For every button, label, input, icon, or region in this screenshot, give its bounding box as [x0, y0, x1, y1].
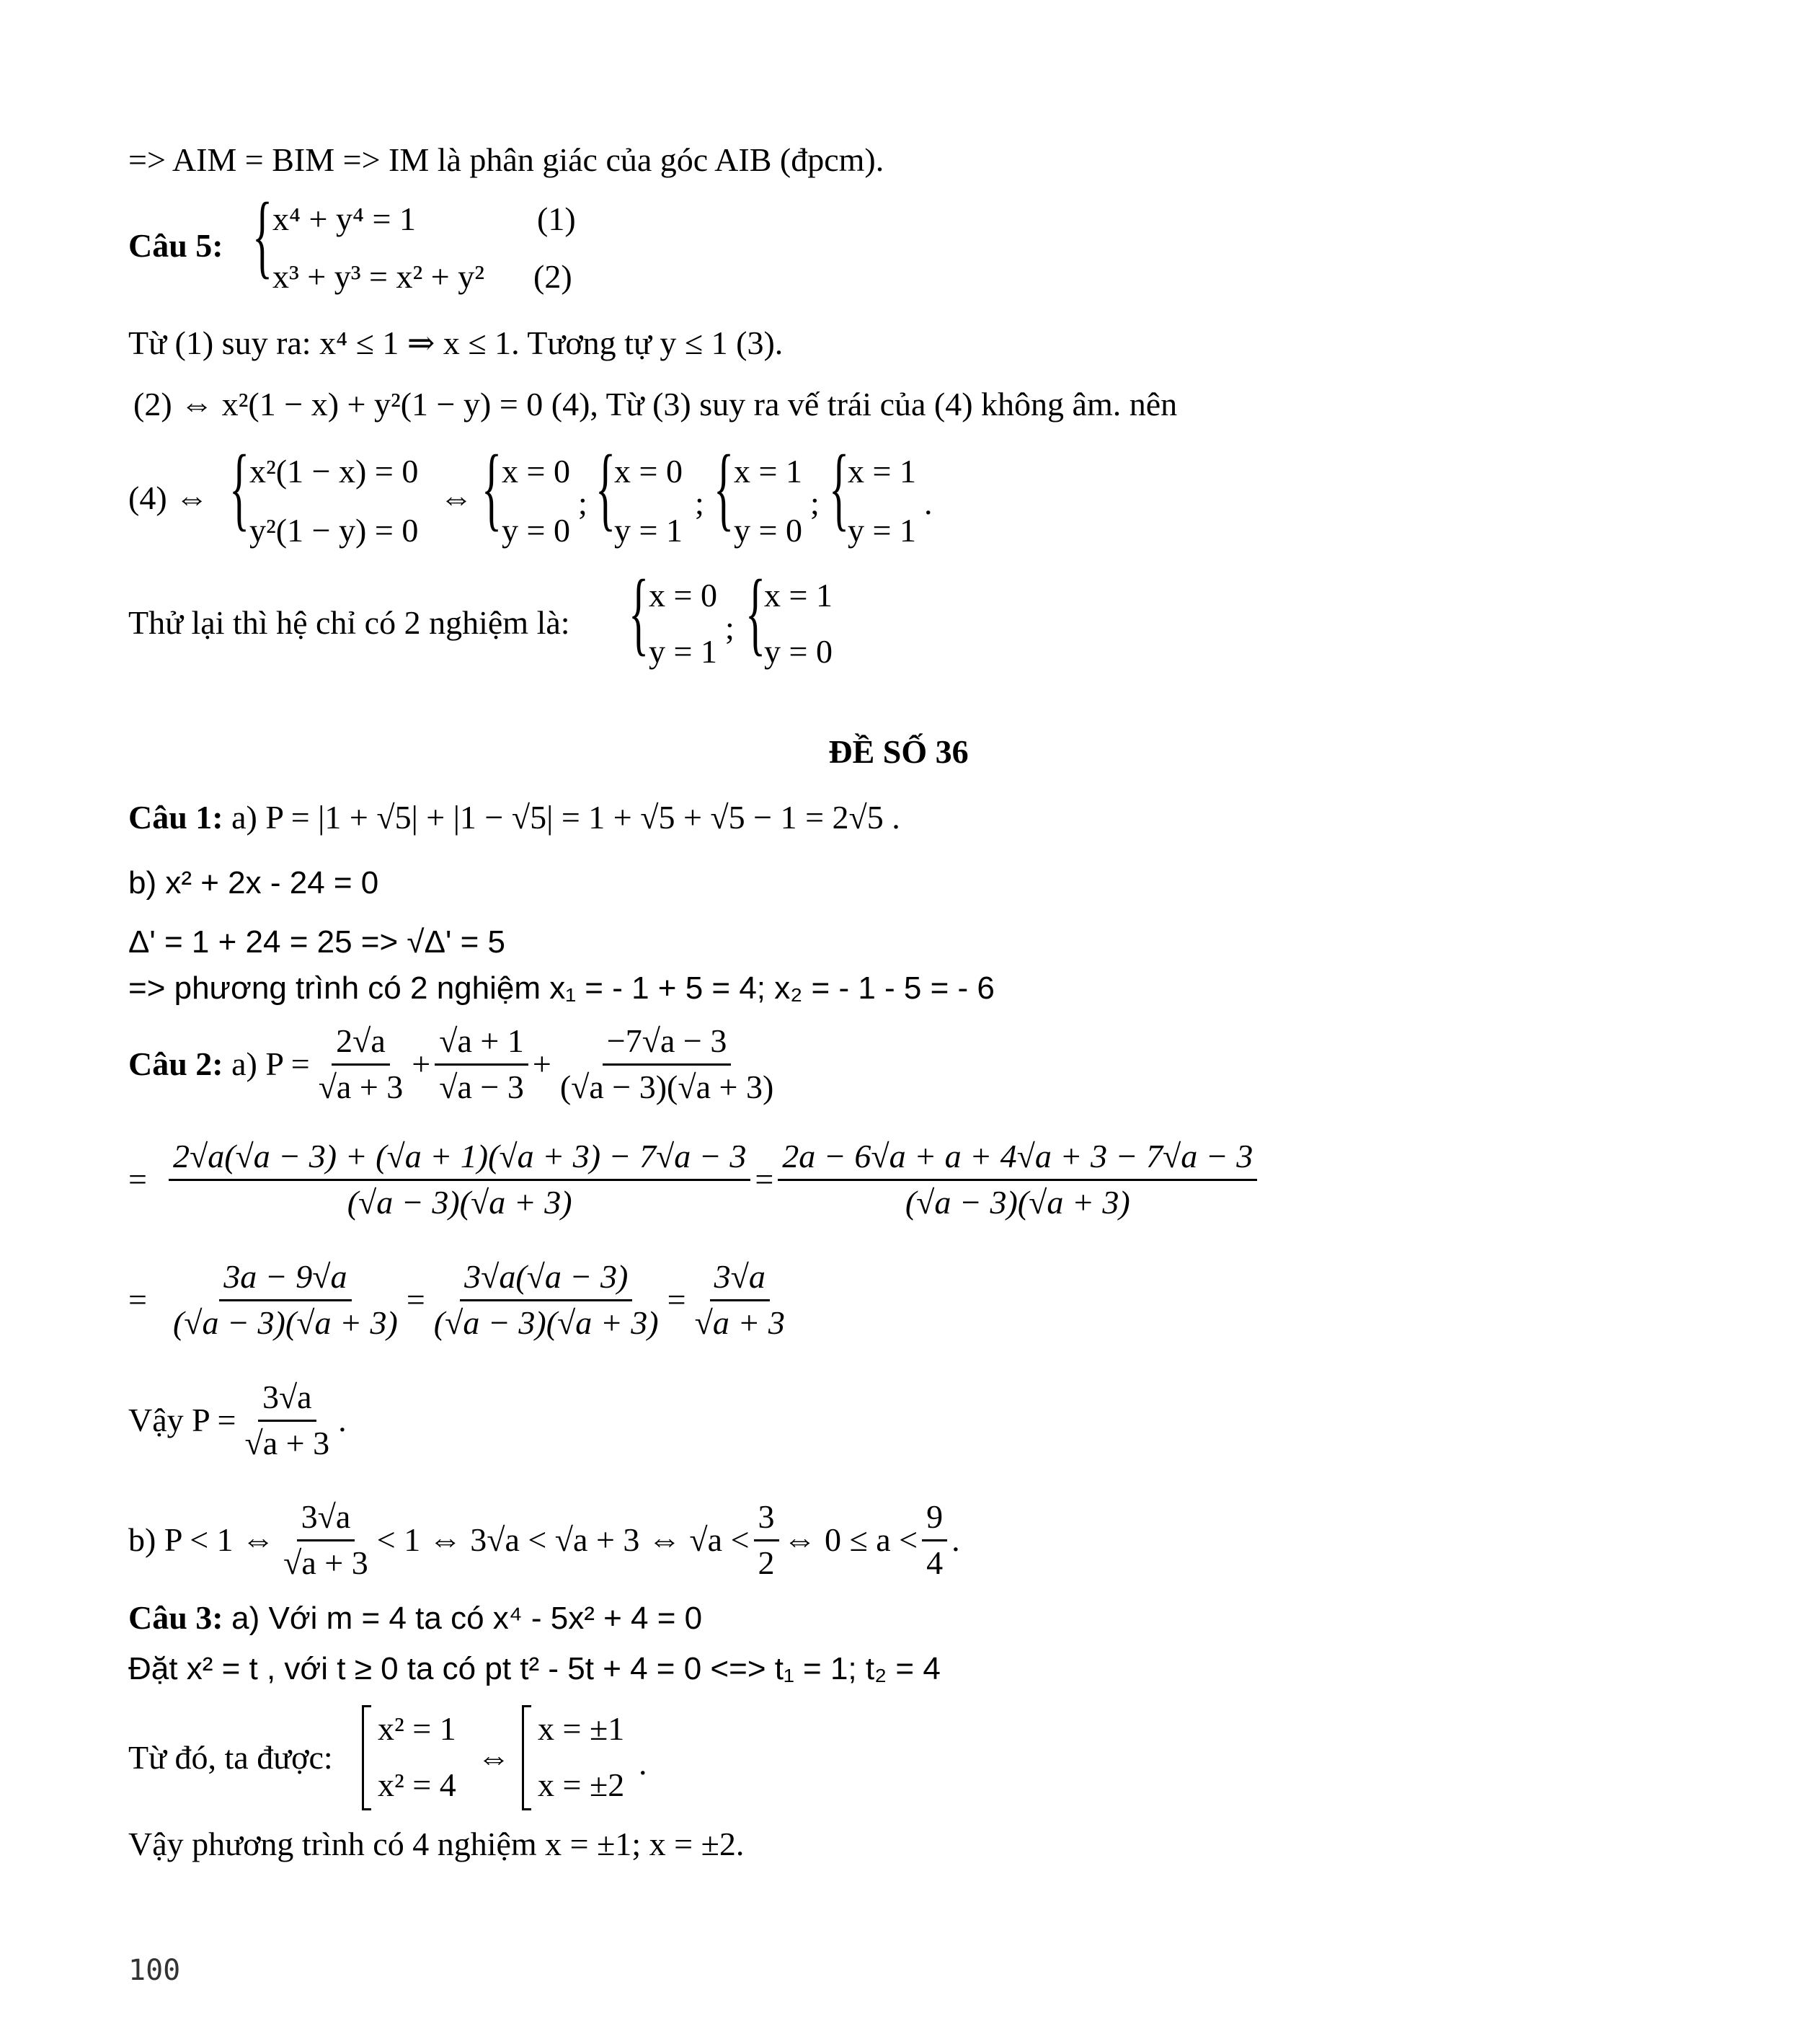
fraction: $\frac{3√a(√a - 3)}{(√a - 3)(√a + 3)}$	[433, 1258, 659, 1341]
section-title: ĐỀ SỐ 36	[828, 733, 969, 770]
bracket-icon	[362, 1705, 371, 1810]
cau5-eq1: x⁴ + y⁴ = 1	[272, 200, 416, 237]
c1-delta: Δ' = 1 + 24 = 25 => √Δ' = 5	[128, 924, 505, 960]
l5-s2b: y = 0	[502, 512, 570, 549]
sep: ;	[695, 485, 704, 521]
line-2-iff: (2) ⇔ x²(1 − x) + y²(1 − y) = 0 (4), Từ (3) suy ra vế trái của (4) không âm. nên	[133, 386, 1178, 422]
sep: ;	[725, 609, 735, 646]
c3-s1a: x² = 1	[378, 1710, 456, 1747]
brace-icon: {	[595, 436, 616, 540]
l6-s2b: y = 0	[764, 633, 833, 670]
brace-icon: {	[745, 561, 766, 665]
dot: .	[639, 1745, 647, 1782]
page-number: 100	[128, 1954, 181, 1987]
l5-sys1b: y²(1 − y) = 0	[249, 512, 419, 549]
c3-conclusion: Vậy phương trình có 4 nghiệm x = ±1; x = ±2.	[128, 1826, 745, 1862]
c3-s2a: x = ±1	[538, 1710, 625, 1747]
fraction: $\frac{3a - 9√a}{(√a - 3)(√a + 3)}$	[172, 1258, 398, 1341]
cau5-label: Câu 5:	[128, 227, 223, 264]
l5-s4b: y = 0	[734, 512, 802, 549]
c2-line-b: b) P < 1 ⇔ $\frac{3√a}{√a + 3}$ < 1 ⇔ 3√a < √a + 3 ⇔ √a < $\frac{3}{2}$ ⇔ 0 ≤ a < $\frac{9}{4}$ .	[128, 1498, 960, 1581]
fraction: $\frac{2√a(√a - 3) + (√a + 1)(√a + 3) - 7√a - 3}{(√a - 3)(√a + 3)}$	[169, 1138, 750, 1222]
c1-roots: => phương trình có 2 nghiệm x₁ = - 1 + 5 = 4; x₂ = - 1 - 5 = - 6	[128, 970, 995, 1006]
sep: ;	[810, 485, 820, 521]
l5-s3b: y = 1	[614, 512, 683, 549]
l5-iff: ⇔	[440, 479, 473, 516]
cau5-eq1-tag: (1)	[537, 200, 576, 237]
brace-icon: {	[829, 436, 850, 540]
brace-icon: {	[629, 561, 649, 665]
brace-icon: {	[252, 184, 273, 288]
fraction: $\frac{3}{2}$	[754, 1498, 779, 1583]
c3-tu-do: Từ đó, ta được:	[128, 1739, 333, 1776]
l5-s5a: x = 1	[848, 453, 916, 490]
l6-s1b: y = 1	[649, 633, 717, 670]
line-from-1: Từ (1) suy ra: x⁴ ≤ 1 ⇒ x ≤ 1. Tương tự y ≤ 1 (3).	[128, 324, 784, 361]
l5-s3a: x = 0	[614, 453, 683, 490]
iff: ⇔	[477, 1739, 510, 1776]
brace-icon: {	[229, 436, 250, 540]
c2-conclusion: Vậy P = $\frac{3√a}{√a + 3}$ .	[128, 1379, 347, 1461]
dot: .	[924, 485, 933, 521]
bracket-icon	[522, 1705, 531, 1810]
fraction: $\frac{√a + 1}{√a - 3}$	[435, 1022, 528, 1107]
fraction: $\frac{9}{4}$	[922, 1498, 947, 1583]
c1-line-b: b) x² + 2x - 24 = 0	[128, 865, 379, 901]
c3-s2b: x = ±2	[538, 1766, 625, 1803]
l6-s2a: x = 1	[764, 577, 833, 614]
l6-prefix: Thử lại thì hệ chỉ có 2 nghiệm là:	[128, 604, 570, 641]
l5-prefix: (4) ⇔	[128, 479, 209, 516]
brace-icon: {	[714, 436, 735, 540]
line-conclusion: => AIM = BIM => IM là phân giác của góc AIB (đpcm).	[128, 141, 884, 178]
c3-dat: Đặt x² = t , với t ≥ 0 ta có pt t² - 5t + 4 = 0 <=> t₁ = 1; t₂ = 4	[128, 1651, 941, 1686]
fraction: $\frac{3√a}{√a + 3}$	[244, 1379, 330, 1461]
c3-s1b: x² = 4	[378, 1766, 456, 1803]
cau5-eq2-tag: (2)	[533, 258, 572, 295]
c2-step-1: = $\frac{2√a(√a - 3) + (√a + 1)(√a + 3) - 7√a - 3}{(√a - 3)(√a + 3)}$ = $\frac{2a - 6√a + a + 4√a + 3 - 7√a - 3}{(√a - 3)(√a + 3)}$	[128, 1138, 1261, 1222]
c2-step-2: = $\frac{3a - 9√a}{(√a - 3)(√a + 3)}$ = $\frac{3√a(√a - 3)}{(√a - 3)(√a + 3)}$ = $\frac{3√a}{√a + 3}$	[128, 1258, 794, 1342]
c1-line-a: Câu 1: a) P = |1 + √5| + |1 − √5| = 1 + √5 + √5 − 1 = 2√5 .	[128, 799, 900, 836]
fraction: $\frac{2√a}{√a + 3}$	[318, 1022, 404, 1105]
fraction: $\frac{3√a}{√a + 3}$	[283, 1498, 368, 1581]
c3-line-a: Câu 3: a) Với m = 4 ta có x⁴ - 5x² + 4 = 0	[128, 1599, 703, 1636]
l5-s4a: x = 1	[734, 453, 802, 490]
l5-sys1a: x²(1 − x) = 0	[249, 453, 419, 490]
l5-s2a: x = 0	[502, 453, 570, 490]
cau5-eq2: x³ + y³ = x² + y²	[272, 258, 484, 295]
l6-s1a: x = 0	[649, 577, 717, 614]
fraction: $\frac{3√a}{√a + 3}$	[694, 1258, 785, 1341]
c2-line-a: Câu 2: a) P = $\frac{2√a}{√a + 3}$ + $\frac{√a + 1}{√a - 3}$ + $\frac{-7√a - 3}{(√a - 3)(√a + 3)}$	[128, 1022, 782, 1107]
fraction: $\frac{-7√a - 3}{(√a - 3)(√a + 3)}$	[559, 1022, 774, 1105]
l5-s5b: y = 1	[848, 512, 916, 549]
fraction: $\frac{2a - 6√a + a + 4√a + 3 - 7√a - 3}{(√a - 3)(√a + 3)}$	[778, 1138, 1257, 1222]
brace-icon: {	[482, 436, 502, 540]
sep: ;	[578, 485, 587, 521]
